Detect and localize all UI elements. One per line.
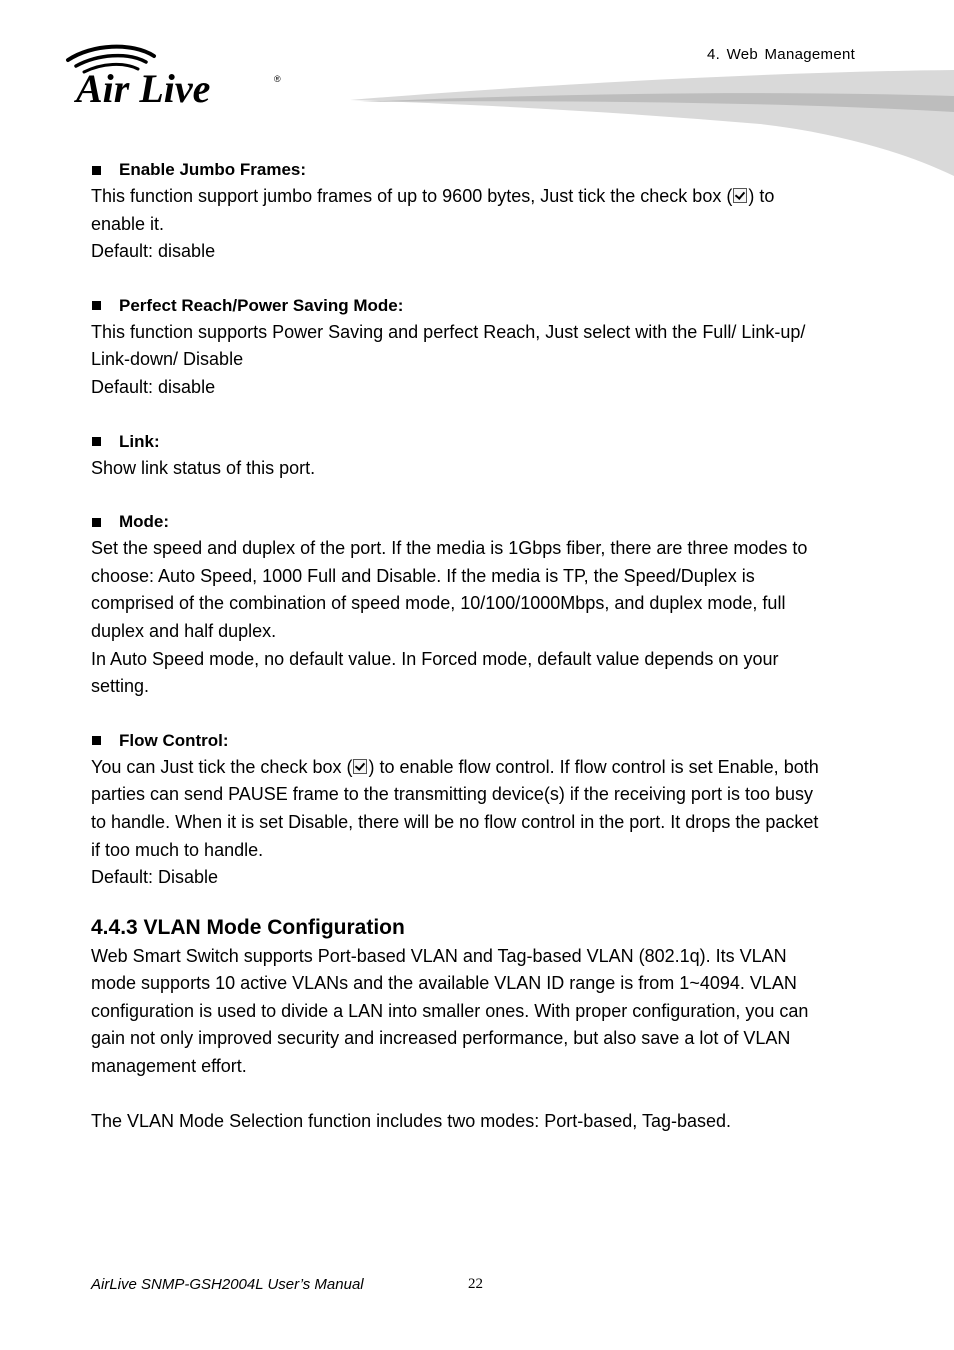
section-heading: Perfect Reach/Power Saving Mode: [91,293,866,319]
checked-checkbox-icon [353,759,367,774]
body-line: management effort. [91,1056,247,1077]
body-line: to handle. When it is set Disable, there will be no flow control in the port. It drops the packet [91,811,819,832]
body-line: configuration is used to divide a LAN into smaller ones. With proper configuration, you can [91,1000,809,1021]
body-line: setting. [91,676,150,697]
footer-manual-title: AirLive SNMP-GSH2004L User’s Manual [91,1276,364,1293]
section-heading: Link: [91,429,866,455]
section-perfect-reach [91,293,866,402]
body-line: if too much to handle. [91,839,264,860]
section-heading: Flow Control: [91,728,866,754]
body-line: This function support jumbo frames of up to 9600 bytes, Just tick the check box ( ) to [91,186,775,206]
section-heading: Mode: [91,509,866,535]
body-line: Web Smart Switch supports Port-based VLAN and Tag-based VLAN (802.1q). Its VLAN [91,945,787,966]
checked-checkbox-icon [733,188,747,203]
svg-text:Air Live: Air Live [76,66,211,108]
square-bullet-icon [92,736,101,745]
body-line: gain not only improved security and increased performance, but also save a lot of VLAN [91,1028,791,1049]
square-bullet-icon [92,518,101,527]
header-section-label: 4. Web Management [707,46,856,63]
logo-wordmark [73,66,210,108]
logo-registered-mark: ® [274,74,281,84]
vlan-heading: 4.4.3 VLAN Mode Configuration [91,915,405,939]
section-jumbo-frames [91,157,866,266]
body-line: In Auto Speed mode, no default value. In Forced mode, default value depends on your [91,648,779,669]
body-line: duplex and half duplex. [91,620,277,641]
airlive-logo [62,42,292,108]
page-content [91,157,866,1136]
body-line: You can Just tick the check box ( ) to enable flow control. If flow control is set Enable, both [91,756,819,777]
body-line: Default: disable [91,376,216,397]
body-line: comprised of the combination of speed mode, 10/100/1000Mbps, and duplex mode, full [91,593,786,614]
square-bullet-icon [92,166,101,175]
square-bullet-icon [92,301,101,310]
section-vlan-mode [91,913,866,1136]
section-link [91,429,866,483]
body-line: enable it. [91,213,165,234]
footer-page-number: 22 [468,1276,483,1292]
body-line: This function supports Power Saving and perfect Reach, Just select with the Full/ Link-up/ [91,321,806,342]
body-line: Show link status of this port. [91,457,316,478]
body-line: parties can send PAUSE frame to the transmitting device(s) if the receiving port is too busy [91,784,813,805]
body-line: The VLAN Mode Selection function includes two modes: Port-based, Tag-based. [91,1111,732,1132]
body-line: Default: disable [91,241,216,262]
body-line: Link-down/ Disable [91,349,244,370]
section-heading: Enable Jumbo Frames: [91,157,866,183]
body-line: mode supports 10 active VLANs and the available VLAN ID range is from 1~4094. VLAN [91,973,797,994]
body-line: choose: Auto Speed, 1000 Full and Disable. If the media is TP, the Speed/Duplex is [91,565,755,586]
section-flow-control [91,728,866,892]
square-bullet-icon [92,437,101,446]
section-mode [91,509,866,701]
body-line: Default: Disable [91,867,219,888]
body-line: Set the speed and duplex of the port. If the media is 1Gbps fiber, there are three modes to [91,538,808,559]
